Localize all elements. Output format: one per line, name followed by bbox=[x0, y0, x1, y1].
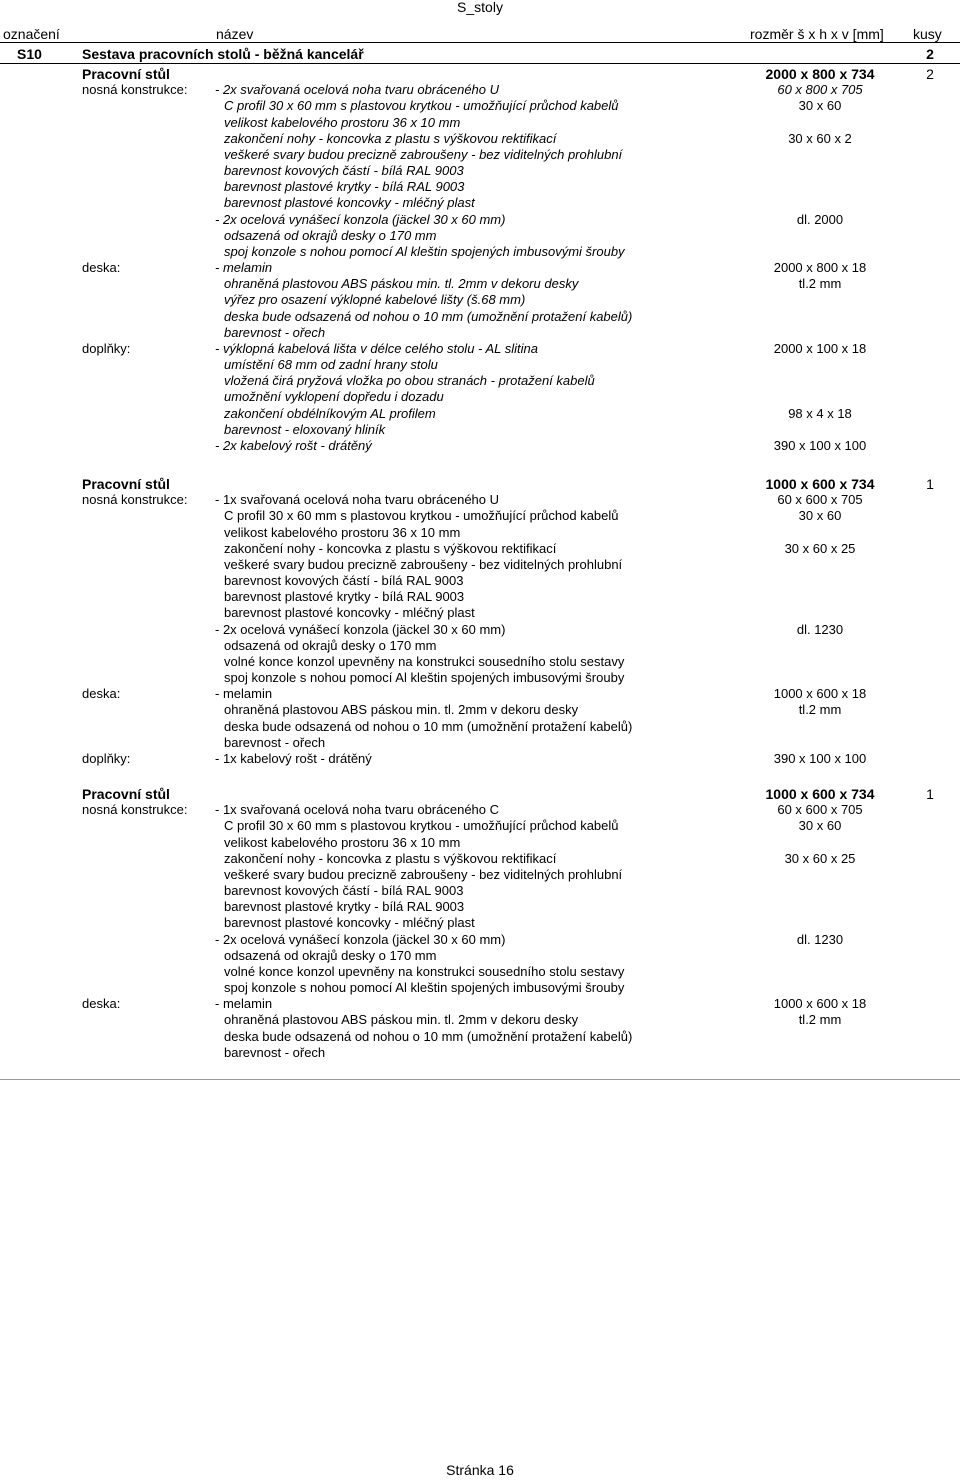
spec-row bbox=[0, 1045, 960, 1061]
spec-row bbox=[0, 605, 960, 621]
item-description: - 2x svařovaná ocelová noha tvaru obráceného U bbox=[215, 82, 500, 98]
item-description: zakončení nohy - koncovka z plastu s výškovou rektifikací bbox=[224, 850, 557, 866]
category-label: deska: bbox=[82, 260, 121, 276]
item-description: zakončení nohy - koncovka z plastu s výškovou rektifikací bbox=[224, 130, 557, 146]
category-label: deska: bbox=[82, 686, 121, 702]
item-description: barevnost kovových částí - bílá RAL 9003 bbox=[224, 573, 464, 589]
item-description: deska bude odsazená od nohou o 10 mm (umožnění protažení kabelů) bbox=[224, 718, 633, 734]
item-dimensions: tl.2 mm bbox=[798, 1012, 842, 1028]
spec-row bbox=[0, 883, 960, 899]
spec-row bbox=[0, 996, 960, 1012]
item-description: odsazená od okrajů desky o 170 mm bbox=[224, 227, 437, 243]
item-description: velikost kabelového prostoru 36 x 10 mm bbox=[224, 834, 461, 850]
item-description: odsazená od okrajů desky o 170 mm bbox=[224, 947, 437, 963]
item-dimensions: 60 x 800 x 705 bbox=[777, 82, 863, 98]
item-description: umožnění vyklopení dopředu i dozadu bbox=[224, 389, 444, 405]
assembly-name: Sestava pracovních stolů - běžná kancelář bbox=[82, 46, 364, 62]
spec-row bbox=[0, 589, 960, 605]
item-description: C profil 30 x 60 mm s plastovou krytkou - umožňující průchod kabelů bbox=[224, 98, 619, 114]
spec-row bbox=[0, 1012, 960, 1028]
item-description: barevnost plastové koncovky - mléčný plast bbox=[224, 915, 475, 931]
spec-row bbox=[0, 147, 960, 163]
spec-row bbox=[0, 82, 960, 98]
spec-row bbox=[0, 818, 960, 834]
spec-row bbox=[0, 573, 960, 589]
item-dimensions: 2000 x 800 x 18 bbox=[773, 260, 867, 276]
category-label: doplňky: bbox=[82, 340, 131, 356]
section-title: Pracovní stůl bbox=[82, 476, 170, 492]
spec-row bbox=[0, 438, 960, 454]
column-name: název bbox=[216, 26, 254, 42]
spec-row bbox=[0, 686, 960, 702]
item-description: zakončení nohy - koncovka z plastu s výškovou rektifikací bbox=[224, 540, 557, 556]
section-title: Pracovní stůl bbox=[82, 66, 170, 82]
item-dimensions: dl. 1230 bbox=[796, 621, 844, 637]
item-quantity: 1 bbox=[926, 786, 934, 802]
item-description: deska bude odsazená od nohou o 10 mm (umožnění protažení kabelů) bbox=[224, 308, 633, 324]
section-heading-row bbox=[0, 66, 960, 82]
item-description: barevnost - ořech bbox=[224, 1044, 326, 1060]
item-description: barevnost - eloxovaný hliník bbox=[224, 421, 386, 437]
spec-row bbox=[0, 406, 960, 422]
item-description: - melamin bbox=[215, 686, 273, 702]
spec-row bbox=[0, 228, 960, 244]
table-end-divider bbox=[0, 1079, 960, 1080]
spec-row bbox=[0, 525, 960, 541]
column-code: označení bbox=[3, 26, 60, 42]
item-description: - 2x ocelová vynášecí konzola (jäckel 30 x 60 mm) bbox=[215, 931, 506, 947]
item-dimensions: 60 x 600 x 705 bbox=[777, 492, 863, 508]
item-description: barevnost plastové krytky - bílá RAL 9003 bbox=[224, 589, 465, 605]
section-title: Pracovní stůl bbox=[82, 786, 170, 802]
spec-row bbox=[0, 325, 960, 341]
category-label: doplňky: bbox=[82, 750, 131, 766]
item-description: - 1x svařovaná ocelová noha tvaru obráceného C bbox=[215, 802, 500, 818]
spec-row bbox=[0, 622, 960, 638]
item-dimensions: dl. 2000 bbox=[796, 211, 844, 227]
item-dimensions: 1000 x 600 x 734 bbox=[765, 786, 875, 802]
item-description: vložená čirá pryžová vložka po obou stranách - protažení kabelů bbox=[224, 373, 595, 389]
item-description: - 2x ocelová vynášecí konzola (jäckel 30 x 60 mm) bbox=[215, 211, 506, 227]
item-description: ohraněná plastovou ABS páskou min. tl. 2mm v dekoru desky bbox=[224, 1012, 579, 1028]
item-description: volné konce konzol upevněny na konstrukci sousedního stolu sestavy bbox=[224, 653, 625, 669]
spec-row bbox=[0, 980, 960, 996]
assembly-row bbox=[0, 46, 960, 62]
column-quantity: kusy bbox=[913, 26, 942, 42]
item-dimensions: 1000 x 600 x 18 bbox=[773, 686, 867, 702]
assembly-divider bbox=[0, 63, 960, 64]
item-description: C profil 30 x 60 mm s plastovou krytkou - umožňující průchod kabelů bbox=[224, 508, 619, 524]
item-description: barevnost kovových částí - bílá RAL 9003 bbox=[224, 163, 464, 179]
item-dimensions: 30 x 60 x 2 bbox=[788, 130, 852, 146]
category-label: nosná konstrukce: bbox=[82, 82, 188, 98]
item-description: spoj konzole s nohou pomocí Al kleštin spojených imbusovými šrouby bbox=[224, 243, 625, 259]
spec-row bbox=[0, 389, 960, 405]
item-dimensions: 1000 x 600 x 734 bbox=[765, 476, 875, 492]
spec-row bbox=[0, 670, 960, 686]
item-dimensions: 2000 x 800 x 734 bbox=[765, 66, 875, 82]
spec-row bbox=[0, 802, 960, 818]
spec-row bbox=[0, 932, 960, 948]
spec-row bbox=[0, 244, 960, 260]
item-description: ohraněná plastovou ABS páskou min. tl. 2mm v dekoru desky bbox=[224, 702, 579, 718]
spec-row bbox=[0, 964, 960, 980]
spec-row bbox=[0, 212, 960, 228]
spec-row bbox=[0, 541, 960, 557]
spec-row bbox=[0, 179, 960, 195]
item-description: odsazená od okrajů desky o 170 mm bbox=[224, 637, 437, 653]
spec-row bbox=[0, 115, 960, 131]
spec-row bbox=[0, 654, 960, 670]
spec-row bbox=[0, 341, 960, 357]
item-dimensions: 30 x 60 bbox=[798, 98, 842, 114]
item-dimensions: 390 x 100 x 100 bbox=[773, 750, 867, 766]
item-description: barevnost - ořech bbox=[224, 324, 326, 340]
item-description: barevnost kovových částí - bílá RAL 9003 bbox=[224, 883, 464, 899]
item-description: barevnost plastové krytky - bílá RAL 9003 bbox=[224, 179, 465, 195]
spec-row bbox=[0, 867, 960, 883]
spec-row bbox=[0, 557, 960, 573]
item-dimensions: 60 x 600 x 705 bbox=[777, 802, 863, 818]
spec-row bbox=[0, 851, 960, 867]
spec-row bbox=[0, 98, 960, 114]
spec-row bbox=[0, 195, 960, 211]
spec-row bbox=[0, 131, 960, 147]
spec-row bbox=[0, 735, 960, 751]
item-description: - 2x kabelový rošt - drátěný bbox=[215, 437, 372, 453]
spec-row bbox=[0, 357, 960, 373]
item-description: - 2x ocelová vynášecí konzola (jäckel 30 x 60 mm) bbox=[215, 621, 506, 637]
item-description: veškeré svary budou precizně zabroušeny - bez viditelných prohlubní bbox=[224, 556, 623, 572]
item-description: velikost kabelového prostoru 36 x 10 mm bbox=[224, 114, 461, 130]
item-description: barevnost - ořech bbox=[224, 734, 326, 750]
spec-row bbox=[0, 292, 960, 308]
page-footer: Stránka 16 bbox=[446, 1462, 514, 1478]
category-label: nosná konstrukce: bbox=[82, 492, 188, 508]
spec-row bbox=[0, 163, 960, 179]
item-description: spoj konzole s nohou pomocí Al kleštin spojených imbusovými šrouby bbox=[224, 980, 625, 996]
spec-row bbox=[0, 638, 960, 654]
item-dimensions: 30 x 60 bbox=[798, 818, 842, 834]
item-description: - melamin bbox=[215, 996, 273, 1012]
section-heading-row bbox=[0, 476, 960, 492]
spec-row bbox=[0, 915, 960, 931]
spec-row bbox=[0, 835, 960, 851]
item-description: deska bude odsazená od nohou o 10 mm (umožnění protažení kabelů) bbox=[224, 1028, 633, 1044]
spec-row bbox=[0, 1029, 960, 1045]
item-description: veškeré svary budou precizně zabroušeny - bez viditelných prohlubní bbox=[224, 146, 623, 162]
item-description: barevnost plastové krytky - bílá RAL 9003 bbox=[224, 899, 465, 915]
category-label: deska: bbox=[82, 996, 121, 1012]
spec-row bbox=[0, 899, 960, 915]
item-description: zakončení obdélníkovým AL profilem bbox=[224, 405, 436, 421]
item-quantity: 2 bbox=[926, 66, 934, 82]
item-dimensions: 98 x 4 x 18 bbox=[788, 405, 852, 421]
spec-row bbox=[0, 702, 960, 718]
item-quantity: 1 bbox=[926, 476, 934, 492]
item-dimensions: 30 x 60 bbox=[798, 508, 842, 524]
item-description: barevnost plastové koncovky - mléčný plast bbox=[224, 195, 475, 211]
item-description: ohraněná plastovou ABS páskou min. tl. 2mm v dekoru desky bbox=[224, 276, 579, 292]
item-dimensions: 30 x 60 x 25 bbox=[784, 850, 856, 866]
sheet-title: S_stoly bbox=[457, 0, 503, 15]
item-description: spoj konzole s nohou pomocí Al kleštin spojených imbusovými šrouby bbox=[224, 670, 625, 686]
item-description: veškeré svary budou precizně zabroušeny - bez viditelných prohlubní bbox=[224, 866, 623, 882]
section-heading-row bbox=[0, 786, 960, 802]
spec-row bbox=[0, 492, 960, 508]
item-description: barevnost plastové koncovky - mléčný plast bbox=[224, 605, 475, 621]
spec-row bbox=[0, 508, 960, 524]
spec-row bbox=[0, 276, 960, 292]
item-description: - melamin bbox=[215, 260, 273, 276]
item-dimensions: 30 x 60 x 25 bbox=[784, 540, 856, 556]
item-dimensions: 390 x 100 x 100 bbox=[773, 437, 867, 453]
item-dimensions: dl. 1230 bbox=[796, 931, 844, 947]
column-dimensions: rozměr š x h x v [mm] bbox=[750, 26, 884, 42]
item-description: C profil 30 x 60 mm s plastovou krytkou - umožňující průchod kabelů bbox=[224, 818, 619, 834]
item-description: - 1x svařovaná ocelová noha tvaru obráceného U bbox=[215, 492, 500, 508]
item-description: - 1x kabelový rošt - drátěný bbox=[215, 750, 372, 766]
spec-row bbox=[0, 948, 960, 964]
spec-row bbox=[0, 719, 960, 735]
spec-row bbox=[0, 309, 960, 325]
spec-row bbox=[0, 751, 960, 767]
item-description: výřez pro osazení výklopné kabelové lišty (š.68 mm) bbox=[224, 292, 526, 308]
spec-row bbox=[0, 422, 960, 438]
spec-row bbox=[0, 373, 960, 389]
header-divider bbox=[0, 42, 960, 43]
assembly-code: S10 bbox=[17, 46, 42, 62]
assembly-quantity: 2 bbox=[926, 46, 934, 62]
item-dimensions: 1000 x 600 x 18 bbox=[773, 996, 867, 1012]
item-description: - výklopná kabelová lišta v délce celého stolu - AL slitina bbox=[215, 340, 539, 356]
item-description: velikost kabelového prostoru 36 x 10 mm bbox=[224, 524, 461, 540]
item-dimensions: tl.2 mm bbox=[798, 702, 842, 718]
spec-row bbox=[0, 260, 960, 276]
item-description: volné konce konzol upevněny na konstrukci sousedního stolu sestavy bbox=[224, 963, 625, 979]
category-label: nosná konstrukce: bbox=[82, 802, 188, 818]
item-dimensions: 2000 x 100 x 18 bbox=[773, 340, 867, 356]
item-description: umístění 68 mm od zadní hrany stolu bbox=[224, 357, 438, 373]
item-dimensions: tl.2 mm bbox=[798, 276, 842, 292]
